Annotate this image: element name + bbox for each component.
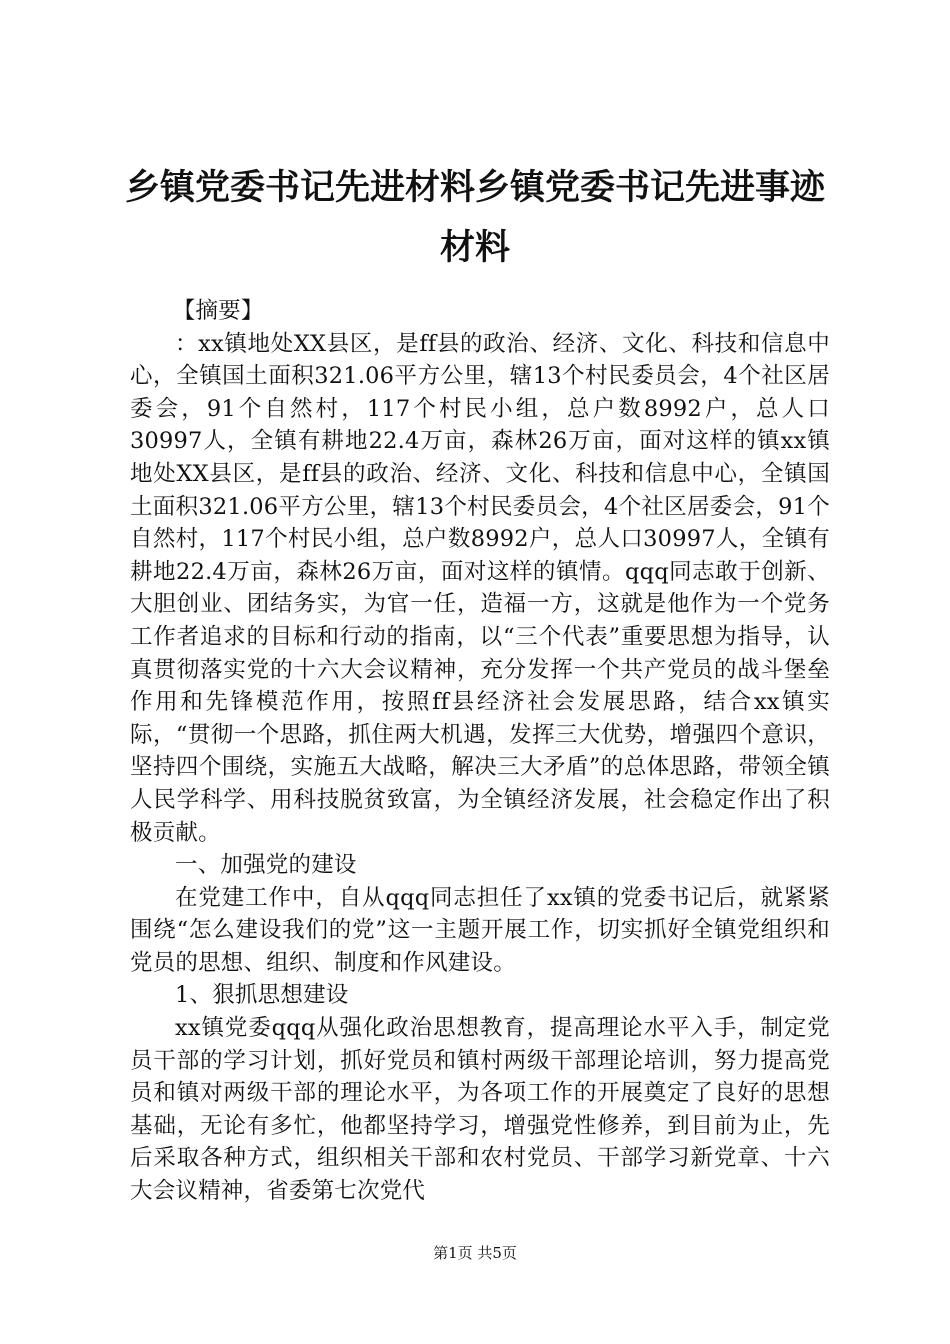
page-footer: 第1页 共5页 [433, 1244, 517, 1262]
document-body [130, 295, 830, 1208]
body-paragraph: 在党建工作中，自从qqq同志担任了xx镇的党委书记后，就紧紧围绕“怎么建设我们的党”这一主题开展工作，切实抓好全镇党组织和党员的思想、组织、制度和作风建设。 [130, 884, 830, 976]
subsection-heading-1: 1、狠抓思想建设 [175, 982, 349, 1009]
body-paragraph: xx镇党委qqq从强化政治思想教育，提高理论水平入手，制定党员干部的学习计划，抓好党员和镇村两级干部理论培训，努力提高党员和镇对两级干部的理论水平，为各项工作的开展奠定了良好的思想基础，无论有多忙，他都坚持学习，增强党性修养，到目前为止，先后采取各种方式，组织相关干部和农村党员、干部学习新党章、十六大会议精神，省委第七次党代 [130, 1015, 830, 1205]
abstract-paragraph: ：xx镇地处XX县区，是ff县的政治、经济、文化、科技和信息中心，全镇国土面积321.06平方公里，辖13个村民委员会，4个社区居委会，91个自然村，117个村民小组，总户数8992户，总人口30997人，全镇有耕地22.4万亩，森林26万亩，面对这样的镇xx镇地处XX县区，是ff县的政治、经济、文化、科技和信息中心，全镇国土面积321.06平方公里，辖13个村民委员会，4个社区居委会，91个自然村，117个村民小组，总户数8992户，总人口30997人，全镇有耕地22.4万亩，森林26万亩，面对这样的镇情。qqq同志敢于创新、大胆创业、团结务实，为官一任，造福一方，这就是他作为一个党务工作者追求的目标和行动的指南，以“三个代表”重要思想为指导，认真贯彻落实党的十六大会议精神，充分发挥一个共产党员的战斗堡垒作用和先锋模范作用，按照ff县经济社会发展思路，结合xx镇实际，“贯彻一个思路，抓住两大机遇，发挥三大优势，增强四个意识，坚持四个围绕，实施五大战略，解决三大矛盾”的总体思路，带领全镇人民学科学、用科技脱贫致富，为全镇经济发展，社会稳定作出了积极贡献。 [130, 330, 830, 846]
abstract-label: 【摘要】 [172, 298, 264, 324]
document-title: 乡镇党委书记先进材料乡镇党委书记先进事迹材料 [124, 167, 825, 268]
section-heading-1: 一、加强党的建设 [175, 852, 357, 879]
